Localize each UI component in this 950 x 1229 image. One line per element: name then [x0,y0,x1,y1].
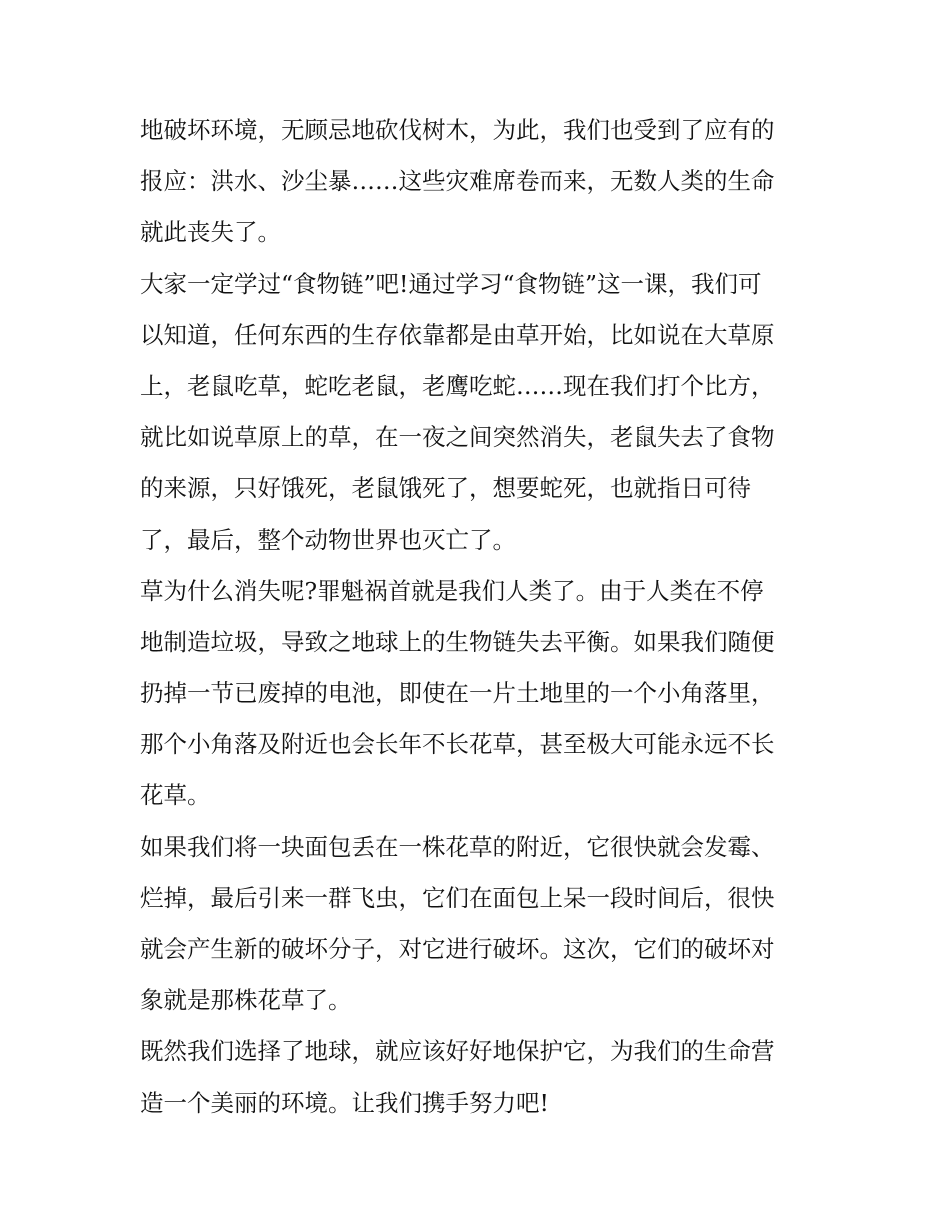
paragraph-4 [140,822,820,1027]
text-line: 了，最后，整个动物世界也灭亡了。 [140,525,516,554]
paragraph-1 [140,105,820,259]
text-line: 地制造垃圾，导致之地球上的生物链失去平衡。如果我们随便 [140,627,775,656]
text-line: 扔掉一节已废掉的电池，即使在一片土地里的一个小角落里， [140,679,775,708]
text-line: 以知道，任何东西的生存依靠都是由草开始，比如说在大草原 [140,320,775,349]
text-line: 地破坏环境，无顾忌地砍伐树木，为此，我们也受到了应有的 [140,116,775,144]
document-body [140,105,820,1129]
text-line: 报应：洪水、沙尘暴……这些灾难席卷而来，无数人类的生命 [140,167,775,196]
text-line: 上，老鼠吃草，蛇吃老鼠，老鹰吃蛇……现在我们打个比方， [140,371,775,400]
text-line: 大家一定学过“食物链”吧!通过学习“食物链”这一课，我们可 [140,269,762,298]
text-line: 那个小角落及附近也会长年不长花草，甚至极大可能永远不长 [140,730,775,759]
text-line: 造一个美丽的环境。让我们携手努力吧! [140,1088,549,1117]
paragraph-3 [140,566,820,822]
paragraph-5 [140,1026,820,1128]
text-line: 就此丧失了。 [140,218,281,247]
text-line: 草为什么消失呢?罪魁祸首就是我们人类了。由于人类在不停 [140,576,764,605]
text-line: 就比如说草原上的草，在一夜之间突然消失，老鼠失去了食物 [140,423,775,452]
text-line: 烂掉，最后引来一群飞虫，它们在面包上呆一段时间后，很快 [140,883,775,912]
text-line: 就会产生新的破坏分子，对它进行破坏。这次，它们的破坏对 [140,935,775,963]
text-line: 花草。 [140,781,211,810]
text-line: 既然我们选择了地球，就应该好好地保护它，为我们的生命营 [140,1037,775,1066]
paragraph-2 [140,259,820,566]
text-line: 象就是那株花草了。 [140,986,352,1015]
text-line: 如果我们将一块面包丢在一株花草的附近，它很快就会发霉、 [140,832,775,861]
text-line: 的来源，只好饿死，老鼠饿死了，想要蛇死，也就指日可待 [140,474,751,503]
